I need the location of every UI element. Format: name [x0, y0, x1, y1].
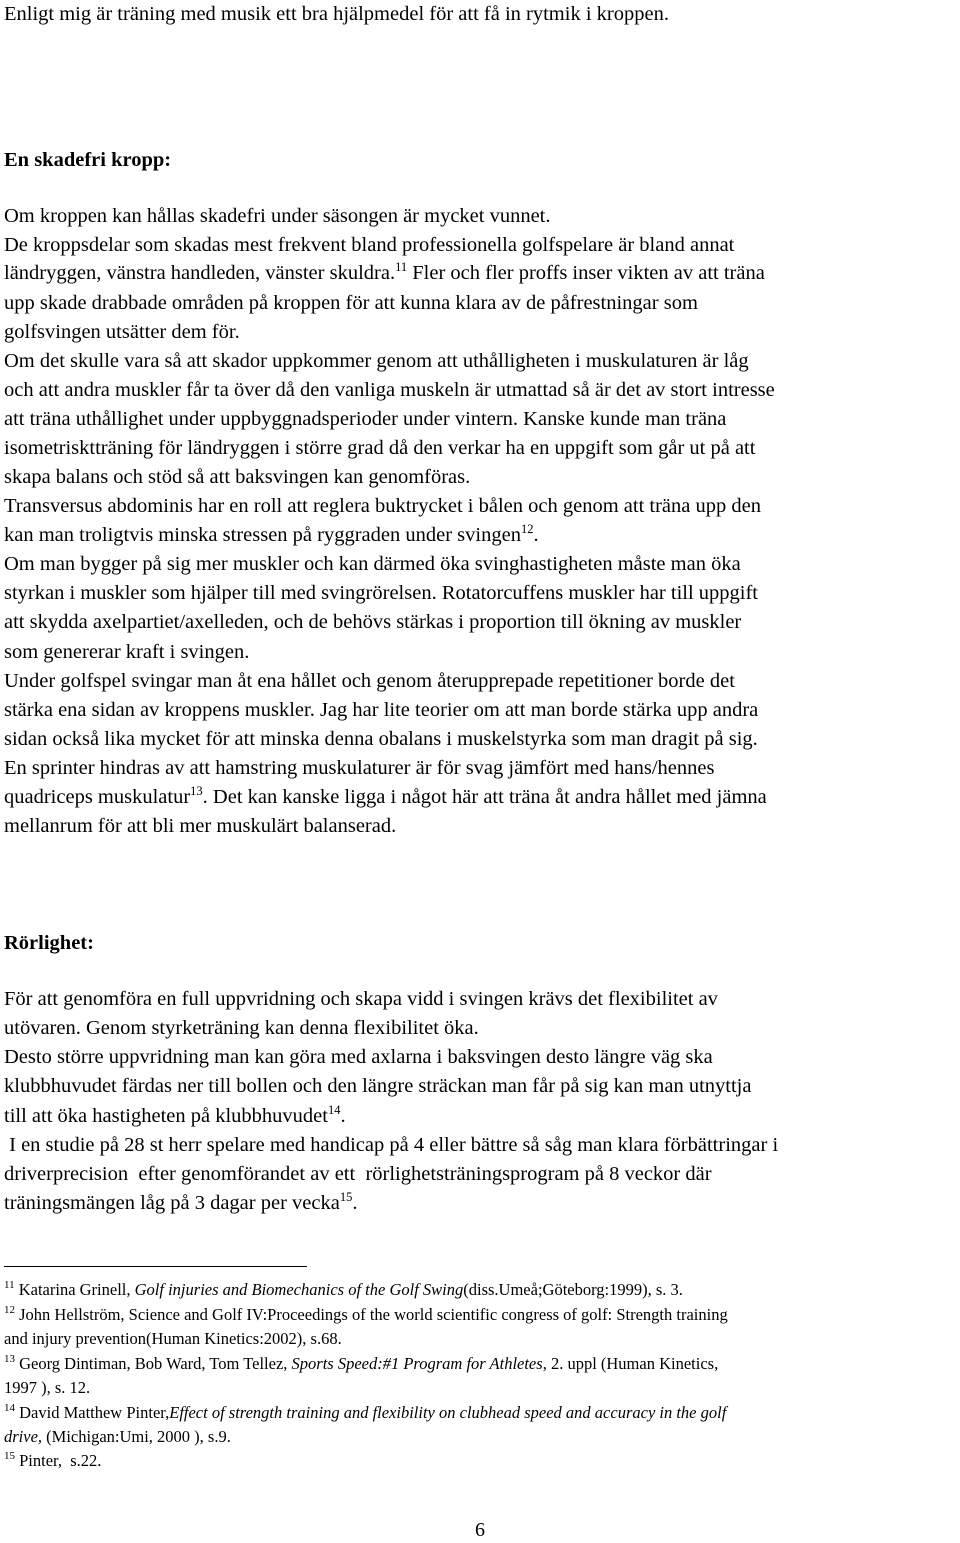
body-line: Om man bygger på sig mer muskler och kan därmed öka svinghastigheten måste man öka	[4, 553, 741, 575]
body-line	[4, 1104, 346, 1128]
body-line: I en studie på 28 st herr spelare med handicap på 4 eller bättre så såg man klara förbättringar i	[4, 1134, 779, 1156]
footnote-title: Golf injuries and Biomechanics of the Golf Swing	[134, 1280, 464, 1299]
body-text: ländryggen, vänstra handleden, vänster skuldra.	[4, 262, 396, 284]
body-line: mellanrum för att bli mer muskulärt balanserad.	[4, 815, 397, 837]
footnote-text: Katarina Grinell,	[14, 1280, 135, 1299]
footnote-text: (Michigan:Umi, 2000 ), s.9.	[42, 1427, 231, 1446]
footnote-title: Effect of strength training and flexibility on clubhead speed and accuracy in the golf	[169, 1403, 727, 1422]
section-heading-skadefri: En skadefri kropp:	[4, 149, 172, 171]
body-line: Transversus abdominis har en roll att reglera buktrycket i bålen och genom att träna upp den	[4, 495, 761, 517]
body-line: att skydda axelpartiet/axelleden, och de behövs stärkas i proportion till ökning av muskler	[4, 611, 742, 633]
body-line: För att genomföra en full uppvridning och skapa vidd i svingen krävs det flexibilitet av	[4, 988, 718, 1010]
footnote-13	[4, 1354, 718, 1374]
body-line: driverprecision efter genomförandet av ett rörlighetsträningsprogram på 8 veckor där	[4, 1163, 712, 1185]
footnote-title: Sports Speed:#1 Program for Athletes	[291, 1354, 543, 1373]
body-line: utövaren. Genom styrketräning kan denna flexibilitet öka.	[4, 1017, 479, 1039]
body-text: .	[340, 1105, 346, 1127]
footnote-ref: 11	[395, 260, 408, 274]
body-text: Fler och fler proffs inser vikten av att träna	[407, 262, 765, 284]
body-line: Under golfspel svingar man åt ena hållet och genom återupprepade repetitioner borde det	[4, 670, 735, 692]
body-line	[4, 523, 539, 547]
footnote-text: Pinter, s.22.	[15, 1451, 102, 1470]
body-line: stärka ena sidan av kroppens muskler. Jag har lite teorier om att man borde stärka upp andra	[4, 699, 759, 721]
footnote-13-cont: 1997 ), s. 12.	[4, 1378, 91, 1397]
body-line: En sprinter hindras av att hamstring muskulaturer är för svag jämfört med hans/hennes	[4, 757, 715, 779]
body-line: golfsvingen utsätter dem för.	[4, 321, 240, 343]
body-line: isometrisktträning för ländryggen i större grad då den verkar ha en uppgift som går ut på att	[4, 437, 756, 459]
footnote-text: John Hellström, Science and Golf IV:Proceedings of the world scientific congress of golf: Strength training	[15, 1305, 728, 1324]
footnote-text: David Matthew Pinter,	[15, 1403, 170, 1422]
body-line: styrkan i muskler som hjälper till med svingrörelsen. Rotatorcuffens muskler har till uppgift	[4, 582, 758, 604]
body-line: att träna uthållighet under uppbyggnadsperioder under vintern. Kanske kunde man träna	[4, 408, 727, 430]
footnote-number: 13	[4, 1353, 15, 1365]
footnote-12-cont: and injury prevention(Human Kinetics:2002), s.68.	[4, 1329, 342, 1348]
body-text: .	[533, 524, 539, 546]
footnote-ref: 12	[520, 522, 534, 536]
body-text: kan man troligtvis minska stressen på ryggraden under svingen	[4, 524, 521, 546]
body-line: som genererar kraft i svingen.	[4, 641, 250, 663]
footnote-separator	[4, 1266, 307, 1267]
page-number: 6	[475, 1519, 485, 1541]
footnote-text: (diss.Umeå;Göteborg:1999), s. 3.	[463, 1280, 683, 1299]
footnote-number: 11	[4, 1279, 15, 1291]
section-heading-rorlighet: Rörlighet:	[4, 932, 94, 954]
footnote-11	[4, 1280, 683, 1300]
footnote-text: Georg Dintiman, Bob Ward, Tom Tellez,	[15, 1354, 292, 1373]
body-line: Om kroppen kan hållas skadefri under säsongen är mycket vunnet.	[4, 205, 551, 227]
body-text: quadriceps muskulatur	[4, 786, 191, 808]
footnote-title: drive,	[4, 1427, 43, 1446]
body-line: upp skade drabbade områden på kroppen för att kunna klara av de påfrestningar som	[4, 292, 698, 314]
intro-line: Enligt mig är träning med musik ett bra hjälpmedel för att få in rytmik i kroppen.	[4, 3, 669, 25]
body-line: klubbhuvudet färdas ner till bollen och den längre sträckan man får på sig kan man utnyttja	[4, 1075, 752, 1097]
body-line: sidan också lika mycket för att minska denna obalans i muskelstyrka som man dragit på sig.	[4, 728, 758, 750]
body-line	[4, 261, 765, 285]
body-line	[4, 1191, 357, 1215]
body-text: . Det kan kanske ligga i något här att träna åt andra hållet med jämna	[202, 786, 767, 808]
body-line: Desto större uppvridning man kan göra med axlarna i baksvingen desto längre väg ska	[4, 1046, 713, 1068]
body-line	[4, 785, 767, 809]
footnote-number: 12	[4, 1304, 15, 1316]
body-text: .	[352, 1192, 358, 1214]
footnote-number: 14	[4, 1402, 15, 1414]
footnote-ref: 14	[327, 1103, 341, 1117]
footnote-ref: 15	[339, 1190, 353, 1204]
footnote-number: 15	[4, 1450, 15, 1462]
body-text: träningsmängen låg på 3 dagar per vecka	[4, 1192, 340, 1214]
footnote-14-cont	[4, 1427, 231, 1447]
body-line: Om det skulle vara så att skador uppkommer genom att uthålligheten i muskulaturen är låg	[4, 350, 749, 372]
body-line: skapa balans och stöd så att baksvingen kan genomföras.	[4, 466, 471, 488]
footnote-text: , 2. uppl (Human Kinetics,	[542, 1354, 719, 1373]
body-line: De kroppsdelar som skadas mest frekvent bland professionella golfspelare är bland annat	[4, 234, 735, 256]
footnote-ref: 13	[190, 784, 203, 798]
footnote-14	[4, 1403, 726, 1423]
footnote-12	[4, 1305, 728, 1325]
body-text: till att öka hastigheten på klubbhuvudet	[4, 1105, 328, 1127]
body-line: och att andra muskler får ta över då den vanliga muskeln är utmattad så är det av stort intresse	[4, 379, 775, 401]
footnote-15	[4, 1451, 101, 1471]
